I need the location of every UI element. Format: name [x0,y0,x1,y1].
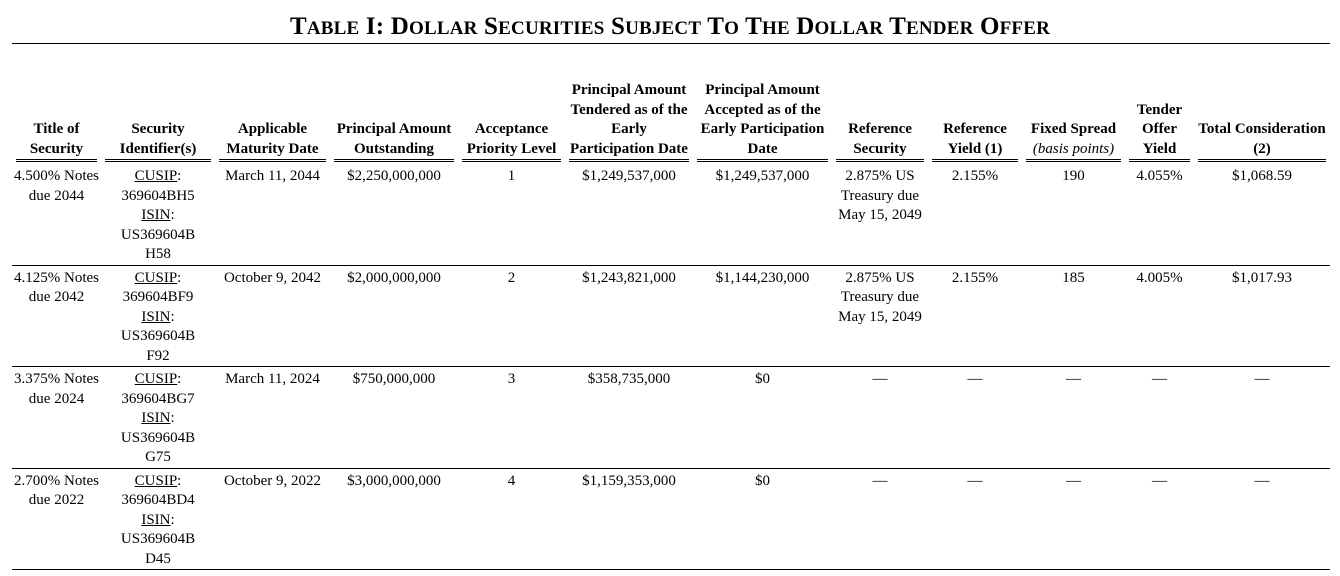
cell-identifier: CUSIP: 369604BG7 ISIN: US369604B G75 [101,367,215,469]
title-text: D [789,13,815,40]
isin-value-cont: F92 [146,347,170,364]
isin-label: ISIN [141,308,171,325]
cell-identifier: CUSIP: 369604BF9 ISIN: US369604B F92 [101,266,215,368]
col-header-priority [458,46,565,164]
cell-reference-yield: — [928,367,1022,469]
cell-priority: 3 [458,367,565,469]
isin-label: ISIN [141,410,171,426]
cell-tendered: $1,159,353,000 [565,469,693,571]
cusip-label: CUSIP [134,472,178,489]
cell-reference-security: — [832,469,928,571]
cell-outstanding: $2,000,000,000 [330,266,458,368]
col-header-outstanding [330,46,458,164]
isin-label: ISIN [141,511,171,528]
title-text: FFER [999,18,1051,39]
col-header-label: Security Identifier(s) [105,120,211,162]
title-text: OLLAR [814,18,884,39]
cusip-value: 369604BF9 [122,289,194,305]
cell-tendered: $1,249,537,000 [565,164,693,266]
cell-tendered: $1,243,821,000 [565,266,693,368]
col-header-label: Reference Yield (1) [932,120,1018,162]
cell-identifier: CUSIP: 369604BD4 ISIN: US369604B D45 [101,469,215,571]
isin-value: US369604B [120,226,196,243]
col-header-tender-yield [1125,46,1194,164]
col-header-reference-yield [928,46,1022,164]
cell-priority: 4 [458,469,565,571]
cell-accepted: $1,249,537,000 [693,164,832,266]
col-header-label: Principal Amount Accepted as of the Early Participation Date [697,81,828,162]
col-header-maturity [215,46,330,164]
cell-outstanding: $3,000,000,000 [330,469,458,571]
cell-outstanding: $750,000,000 [330,367,458,469]
title-text: ENDER [906,18,974,39]
title-text: S [477,13,499,40]
isin-value-cont: D45 [145,550,171,567]
col-header-accepted [693,46,832,164]
col-header-label: Applicable Maturity Date [219,120,326,162]
col-header-note: (basis points) [1032,140,1115,157]
cell-tender-yield: — [1125,367,1194,469]
cell-accepted: $0 [693,367,832,469]
isin-label: ISIN [141,207,171,223]
col-header-total [1194,46,1330,164]
cell-maturity: March 11, 2044 [215,164,330,266]
cell-tender-yield: 4.005% [1125,266,1194,368]
cell-fixed-spread: — [1022,367,1125,469]
cell-title: 3.375% Notes due 2024 [12,367,101,469]
title-text: UBJECT [625,18,702,39]
cell-priority: 2 [458,266,565,368]
cell-title: 4.125% Notes due 2042 [12,266,101,368]
table-title [0,0,1340,40]
cell-title: 2.700% Notes due 2022 [12,469,101,571]
table-row [12,367,1330,469]
cell-accepted: $0 [693,469,832,571]
title-rule [12,43,1330,44]
cell-maturity: October 9, 2022 [215,469,330,571]
cell-total: — [1194,367,1330,469]
col-header-reference-security [832,46,928,164]
cell-reference-yield: — [928,469,1022,571]
table-row [12,266,1330,368]
col-header-fixed-spread [1022,46,1125,164]
col-header-title [12,46,101,164]
cell-title: 4.500% Notes due 2044 [12,164,101,266]
cell-tender-yield: 4.055% [1125,164,1194,266]
title-text: S [604,13,626,40]
cell-outstanding: $2,250,000,000 [330,164,458,266]
cusip-value: 369604BD4 [121,492,195,508]
title-text: T [289,13,307,40]
col-header-label: Principal Amount Tendered as of the Early Participation Date [569,81,689,162]
cell-fixed-spread: — [1022,469,1125,571]
cell-maturity: March 11, 2024 [215,367,330,469]
title-text: I: [359,13,391,40]
cell-fixed-spread: 190 [1022,164,1125,266]
cell-tender-yield: — [1125,469,1194,571]
col-header-label: Acceptance Priority Level [462,120,561,162]
title-text: O [973,13,1000,40]
col-header-label-wrap [1026,120,1121,162]
isin-value: US369604B [120,531,196,547]
cell-reference-security: 2.875% US Treasury due May 15, 2049 [832,164,928,266]
cusip-label: CUSIP [134,371,178,387]
cell-reference-yield: 2.155% [928,266,1022,368]
col-header-label: Principal Amount Outstanding [334,120,454,162]
isin-value: US369604B [120,429,196,446]
header-row [12,46,1330,164]
cusip-label: CUSIP [134,269,178,286]
cell-fixed-spread: 185 [1022,266,1125,368]
cell-tendered: $358,735,000 [565,367,693,469]
title-text: T [701,13,725,40]
isin-value-cont: H58 [145,246,171,262]
col-header-label: Tender Offer Yield [1129,101,1190,163]
title-text: D [390,13,410,40]
col-header-identifier [101,46,215,164]
cell-identifier: CUSIP: 369604BH5 ISIN: US369604B H58 [101,164,215,266]
securities-table [12,46,1330,570]
isin-value: US369604B [120,328,196,344]
cell-priority: 1 [458,164,565,266]
cell-reference-yield: 2.155% [928,164,1022,266]
cell-total: — [1194,469,1330,571]
cell-accepted: $1,144,230,000 [693,266,832,368]
cusip-label: CUSIP [134,168,178,184]
cusip-value: 369604BH5 [121,187,195,204]
isin-value-cont: G75 [145,449,171,465]
title-text: OLLAR [409,18,478,39]
title-text: HE [761,18,790,39]
col-header-label: Total Consideration (2) [1198,120,1326,162]
table-row [12,469,1330,571]
title-text: T [739,13,762,40]
table-row [12,164,1330,266]
col-header-label: Fixed Spread [1030,121,1117,137]
cusip-value: 369604BG7 [121,390,195,407]
cell-reference-security: 2.875% US Treasury due May 15, 2049 [832,266,928,368]
title-text: ECURITIES [498,18,605,39]
col-header-label: Reference Security [836,120,924,162]
col-header-label: Title of Security [16,120,97,162]
title-text: O [724,18,740,39]
cell-total: $1,068.59 [1194,164,1330,266]
col-header-tendered [565,46,693,164]
cell-maturity: October 9, 2042 [215,266,330,368]
title-text: ABLE [306,18,360,39]
title-text: T [883,13,906,40]
cell-reference-security: — [832,367,928,469]
cell-total: $1,017.93 [1194,266,1330,368]
